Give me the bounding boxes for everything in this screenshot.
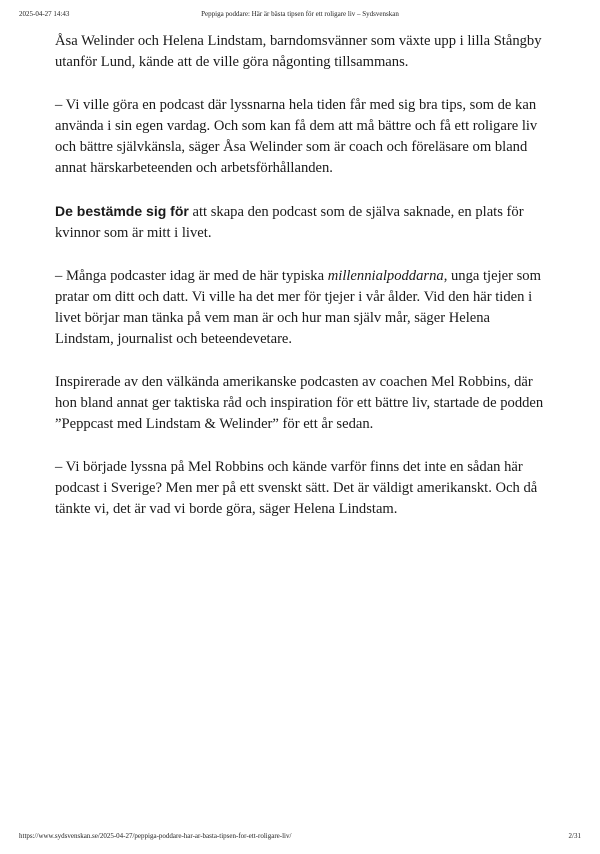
quote-text-start: – Många podcaster idag är med de här typiska [55, 268, 328, 284]
print-header [0, 10, 600, 22]
paragraph-decision-text: att skapa den podcast som de själva saknade, en plats för kvinnor som är mitt i livet. [55, 204, 524, 241]
paragraph-inspiration: Inspirerade av den välkända amerikanske podcasten av coachen Mel Robbins, där hon bland annat ger taktiska råd och inspiration för ett bättre liv, startade de podden ”Peppcast med Lindstam & Welinder” för ett år sedan. [55, 374, 544, 432]
paragraph-quote-robbins: – Vi började lyssna på Mel Robbins och kände varför finns det inte en sådan här podcast i Sverige? Men mer på ett svenskt sätt. Det är väldigt amerikanskt. Och då tänkte vi, det är vad vi borde göra, säger Helena Lindstam. [55, 459, 538, 517]
paragraph-quote-lindstam [55, 266, 545, 350]
paragraph-lead-in: De bestämde sig för [55, 203, 189, 219]
quote-text-end: , unga tjejer som pratar om ditt och datt. Vi ville ha det mer för tjejer i vår ålder. Vid den här tiden i livet börjar man tänka på vem man är och hur man själv mår, säger Helena Lindstam, journalist och beteendevetare. [55, 268, 541, 347]
print-page-title: Peppiga poddare: Här är bästa tipsen för ett roligare liv – Sydsvenskan [201, 10, 399, 18]
page-number: 2/31 [568, 832, 581, 840]
quote-emphasis: millennialpoddarna [327, 268, 444, 284]
article-body [55, 31, 545, 542]
print-date: 2025-04-27 14:43 [19, 10, 70, 18]
paragraph-intro: Åsa Welinder och Helena Lindstam, barndomsvänner som växte upp i lilla Stångby utanför Lund, kände att de ville göra någonting tillsammans. [55, 33, 542, 70]
print-url: https://www.sydsvenskan.se/2025-04-27/peppiga-poddare-har-ar-basta-tipsen-for-ett-roligare-liv/ [19, 832, 292, 840]
paragraph-decision [55, 201, 545, 244]
paragraph-quote-welinder: – Vi ville göra en podcast där lyssnarna hela tiden får med sig bra tips, som de kan använda i sin egen vardag. Och som kan få dem att må bättre och få ett roligare liv och bättre självkänsla, säger Åsa Welinder som är coach och föreläsare om bland annat härskarbeteenden och arbetsförhållanden. [55, 97, 538, 176]
print-footer [0, 832, 600, 844]
